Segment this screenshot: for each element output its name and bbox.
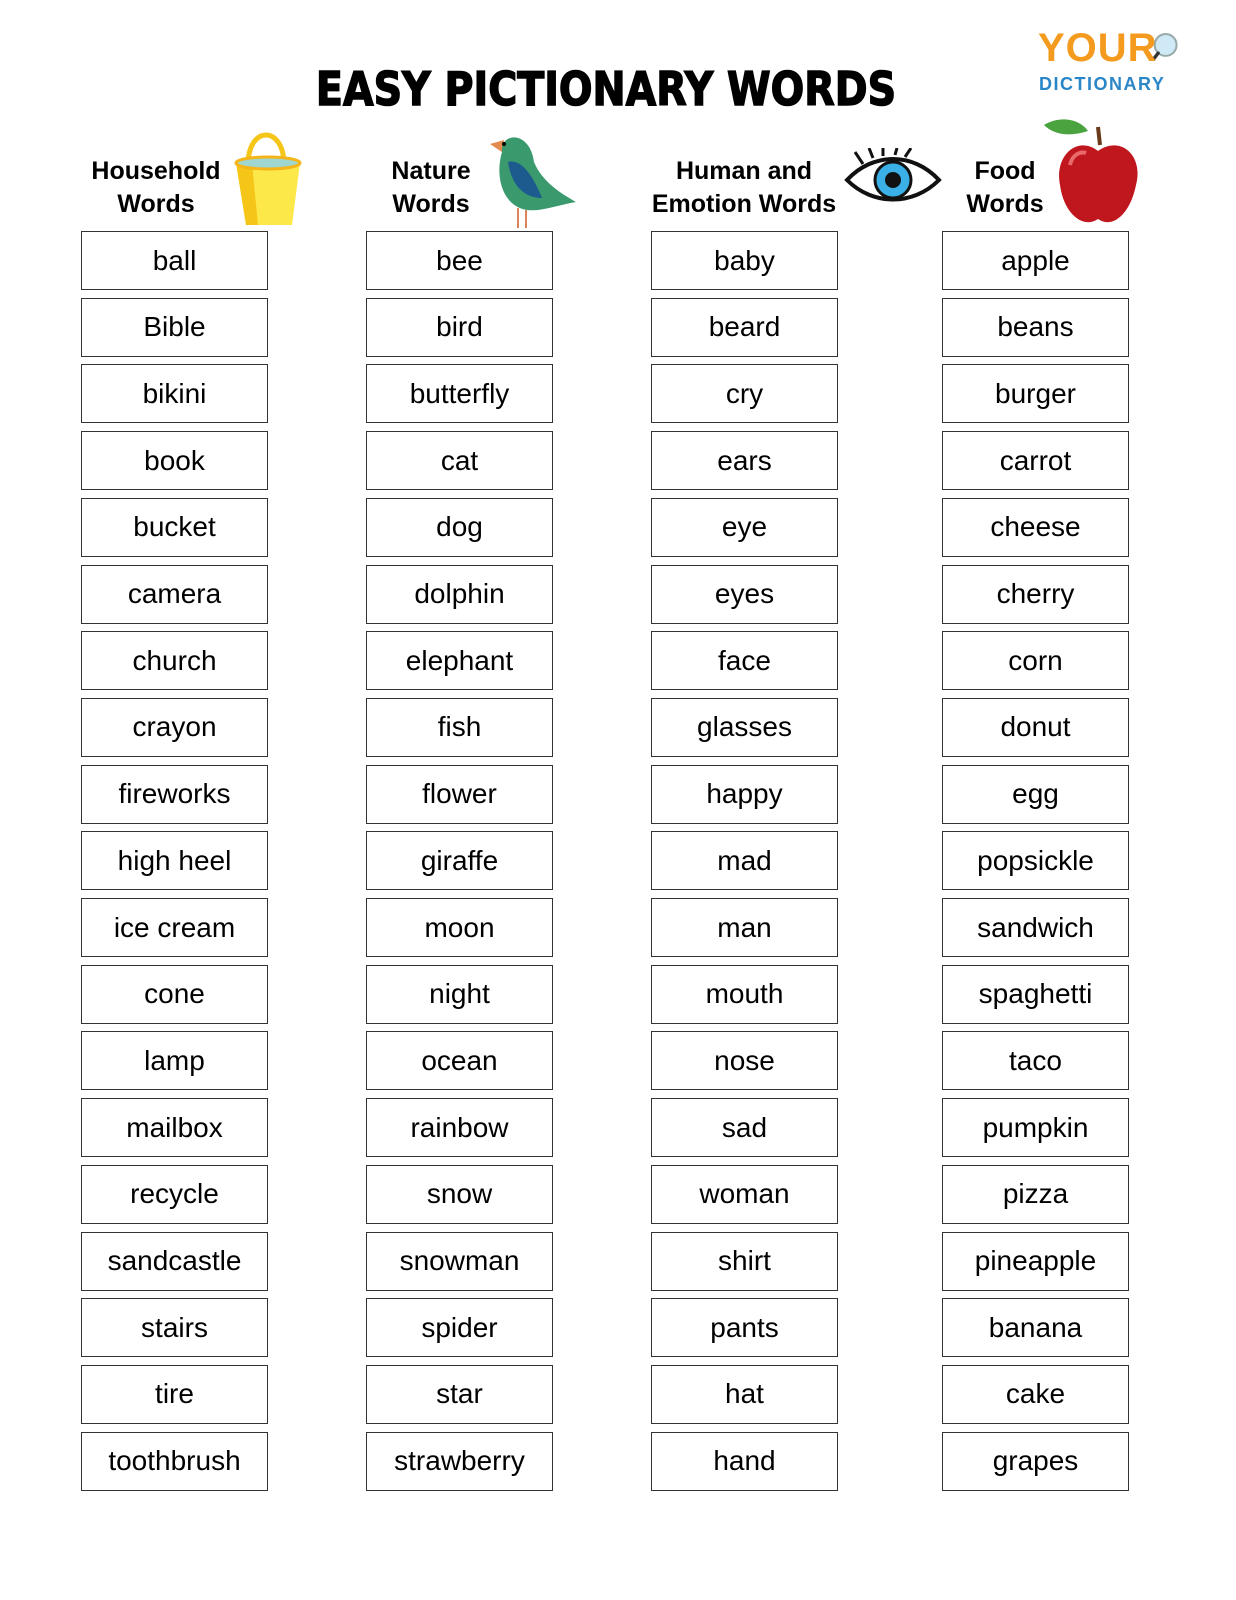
word-box: night bbox=[366, 965, 553, 1024]
word-box: spider bbox=[366, 1298, 553, 1357]
word-box: tire bbox=[81, 1365, 268, 1424]
word-box: bee bbox=[366, 231, 553, 290]
word-box: cry bbox=[651, 364, 838, 423]
word-box: high heel bbox=[81, 831, 268, 890]
word-box: cherry bbox=[942, 565, 1129, 624]
logo-text-your: YOUR bbox=[1038, 26, 1158, 70]
word-box: butterfly bbox=[366, 364, 553, 423]
word-box: grapes bbox=[942, 1432, 1129, 1491]
word-box: spaghetti bbox=[942, 965, 1129, 1024]
word-box: egg bbox=[942, 765, 1129, 824]
word-box: rainbow bbox=[366, 1098, 553, 1157]
word-box: ears bbox=[651, 431, 838, 490]
word-box: fireworks bbox=[81, 765, 268, 824]
heading-line: Household bbox=[91, 157, 221, 185]
word-box: fish bbox=[366, 698, 553, 757]
word-box: moon bbox=[366, 898, 553, 957]
word-box: Bible bbox=[81, 298, 268, 357]
word-box: snowman bbox=[366, 1232, 553, 1291]
word-box: church bbox=[81, 631, 268, 690]
word-box: popsickle bbox=[942, 831, 1129, 890]
word-box: pumpkin bbox=[942, 1098, 1129, 1157]
word-box: face bbox=[651, 631, 838, 690]
word-box: pineapple bbox=[942, 1232, 1129, 1291]
word-box: glasses bbox=[651, 698, 838, 757]
word-box: giraffe bbox=[366, 831, 553, 890]
word-box: hand bbox=[651, 1432, 838, 1491]
word-box: hat bbox=[651, 1365, 838, 1424]
word-box: snow bbox=[366, 1165, 553, 1224]
heading-line: Words bbox=[117, 190, 195, 218]
word-box: cheese bbox=[942, 498, 1129, 557]
word-box: pizza bbox=[942, 1165, 1129, 1224]
word-box: mad bbox=[651, 831, 838, 890]
heading-line: Human and bbox=[675, 157, 813, 185]
word-box: mouth bbox=[651, 965, 838, 1024]
word-box: dolphin bbox=[366, 565, 553, 624]
logo-text-dictionary: DICTIONARY bbox=[1039, 74, 1166, 94]
word-box: eyes bbox=[651, 565, 838, 624]
word-box: elephant bbox=[366, 631, 553, 690]
word-box: apple bbox=[942, 231, 1129, 290]
word-box: crayon bbox=[81, 698, 268, 757]
word-box: man bbox=[651, 898, 838, 957]
word-box: bird bbox=[366, 298, 553, 357]
heading-line: Emotion Words bbox=[651, 190, 837, 218]
bucket-icon bbox=[232, 125, 304, 235]
heading-line: Words bbox=[392, 190, 470, 218]
word-box: mailbox bbox=[81, 1098, 268, 1157]
word-box: bucket bbox=[81, 498, 268, 557]
word-box: beard bbox=[651, 298, 838, 357]
word-box: cone bbox=[81, 965, 268, 1024]
word-box: star bbox=[366, 1365, 553, 1424]
word-box: nose bbox=[651, 1031, 838, 1090]
apple-icon bbox=[1040, 115, 1142, 232]
word-box: cake bbox=[942, 1365, 1129, 1424]
word-box: woman bbox=[651, 1165, 838, 1224]
word-box: camera bbox=[81, 565, 268, 624]
page-title: EASY PICTIONARY WORDS bbox=[315, 62, 897, 116]
word-box: toothbrush bbox=[81, 1432, 268, 1491]
column-heading bbox=[634, 155, 854, 221]
word-box: stairs bbox=[81, 1298, 268, 1357]
word-box: baby bbox=[651, 231, 838, 290]
word-box: burger bbox=[942, 364, 1129, 423]
heading-line: Food bbox=[974, 157, 1036, 185]
word-box: flower bbox=[366, 765, 553, 824]
word-box: strawberry bbox=[366, 1432, 553, 1491]
word-box: taco bbox=[942, 1031, 1129, 1090]
word-box: shirt bbox=[651, 1232, 838, 1291]
word-box: ocean bbox=[366, 1031, 553, 1090]
your-dictionary-logo bbox=[1038, 26, 1188, 96]
word-box: donut bbox=[942, 698, 1129, 757]
word-box: sad bbox=[651, 1098, 838, 1157]
word-box: lamp bbox=[81, 1031, 268, 1090]
word-box: dog bbox=[366, 498, 553, 557]
word-box: cat bbox=[366, 431, 553, 490]
word-box: ice cream bbox=[81, 898, 268, 957]
word-box: eye bbox=[651, 498, 838, 557]
word-box: corn bbox=[942, 631, 1129, 690]
word-box: happy bbox=[651, 765, 838, 824]
heading-line: Words bbox=[966, 190, 1044, 218]
word-box: sandwich bbox=[942, 898, 1129, 957]
bird-icon bbox=[482, 132, 578, 237]
word-box: sandcastle bbox=[81, 1232, 268, 1291]
word-box: banana bbox=[942, 1298, 1129, 1357]
word-box: carrot bbox=[942, 431, 1129, 490]
word-box: ball bbox=[81, 231, 268, 290]
word-box: pants bbox=[651, 1298, 838, 1357]
word-box: book bbox=[81, 431, 268, 490]
word-box: recycle bbox=[81, 1165, 268, 1224]
heading-line: Nature bbox=[391, 157, 471, 185]
word-box: beans bbox=[942, 298, 1129, 357]
word-box: bikini bbox=[81, 364, 268, 423]
